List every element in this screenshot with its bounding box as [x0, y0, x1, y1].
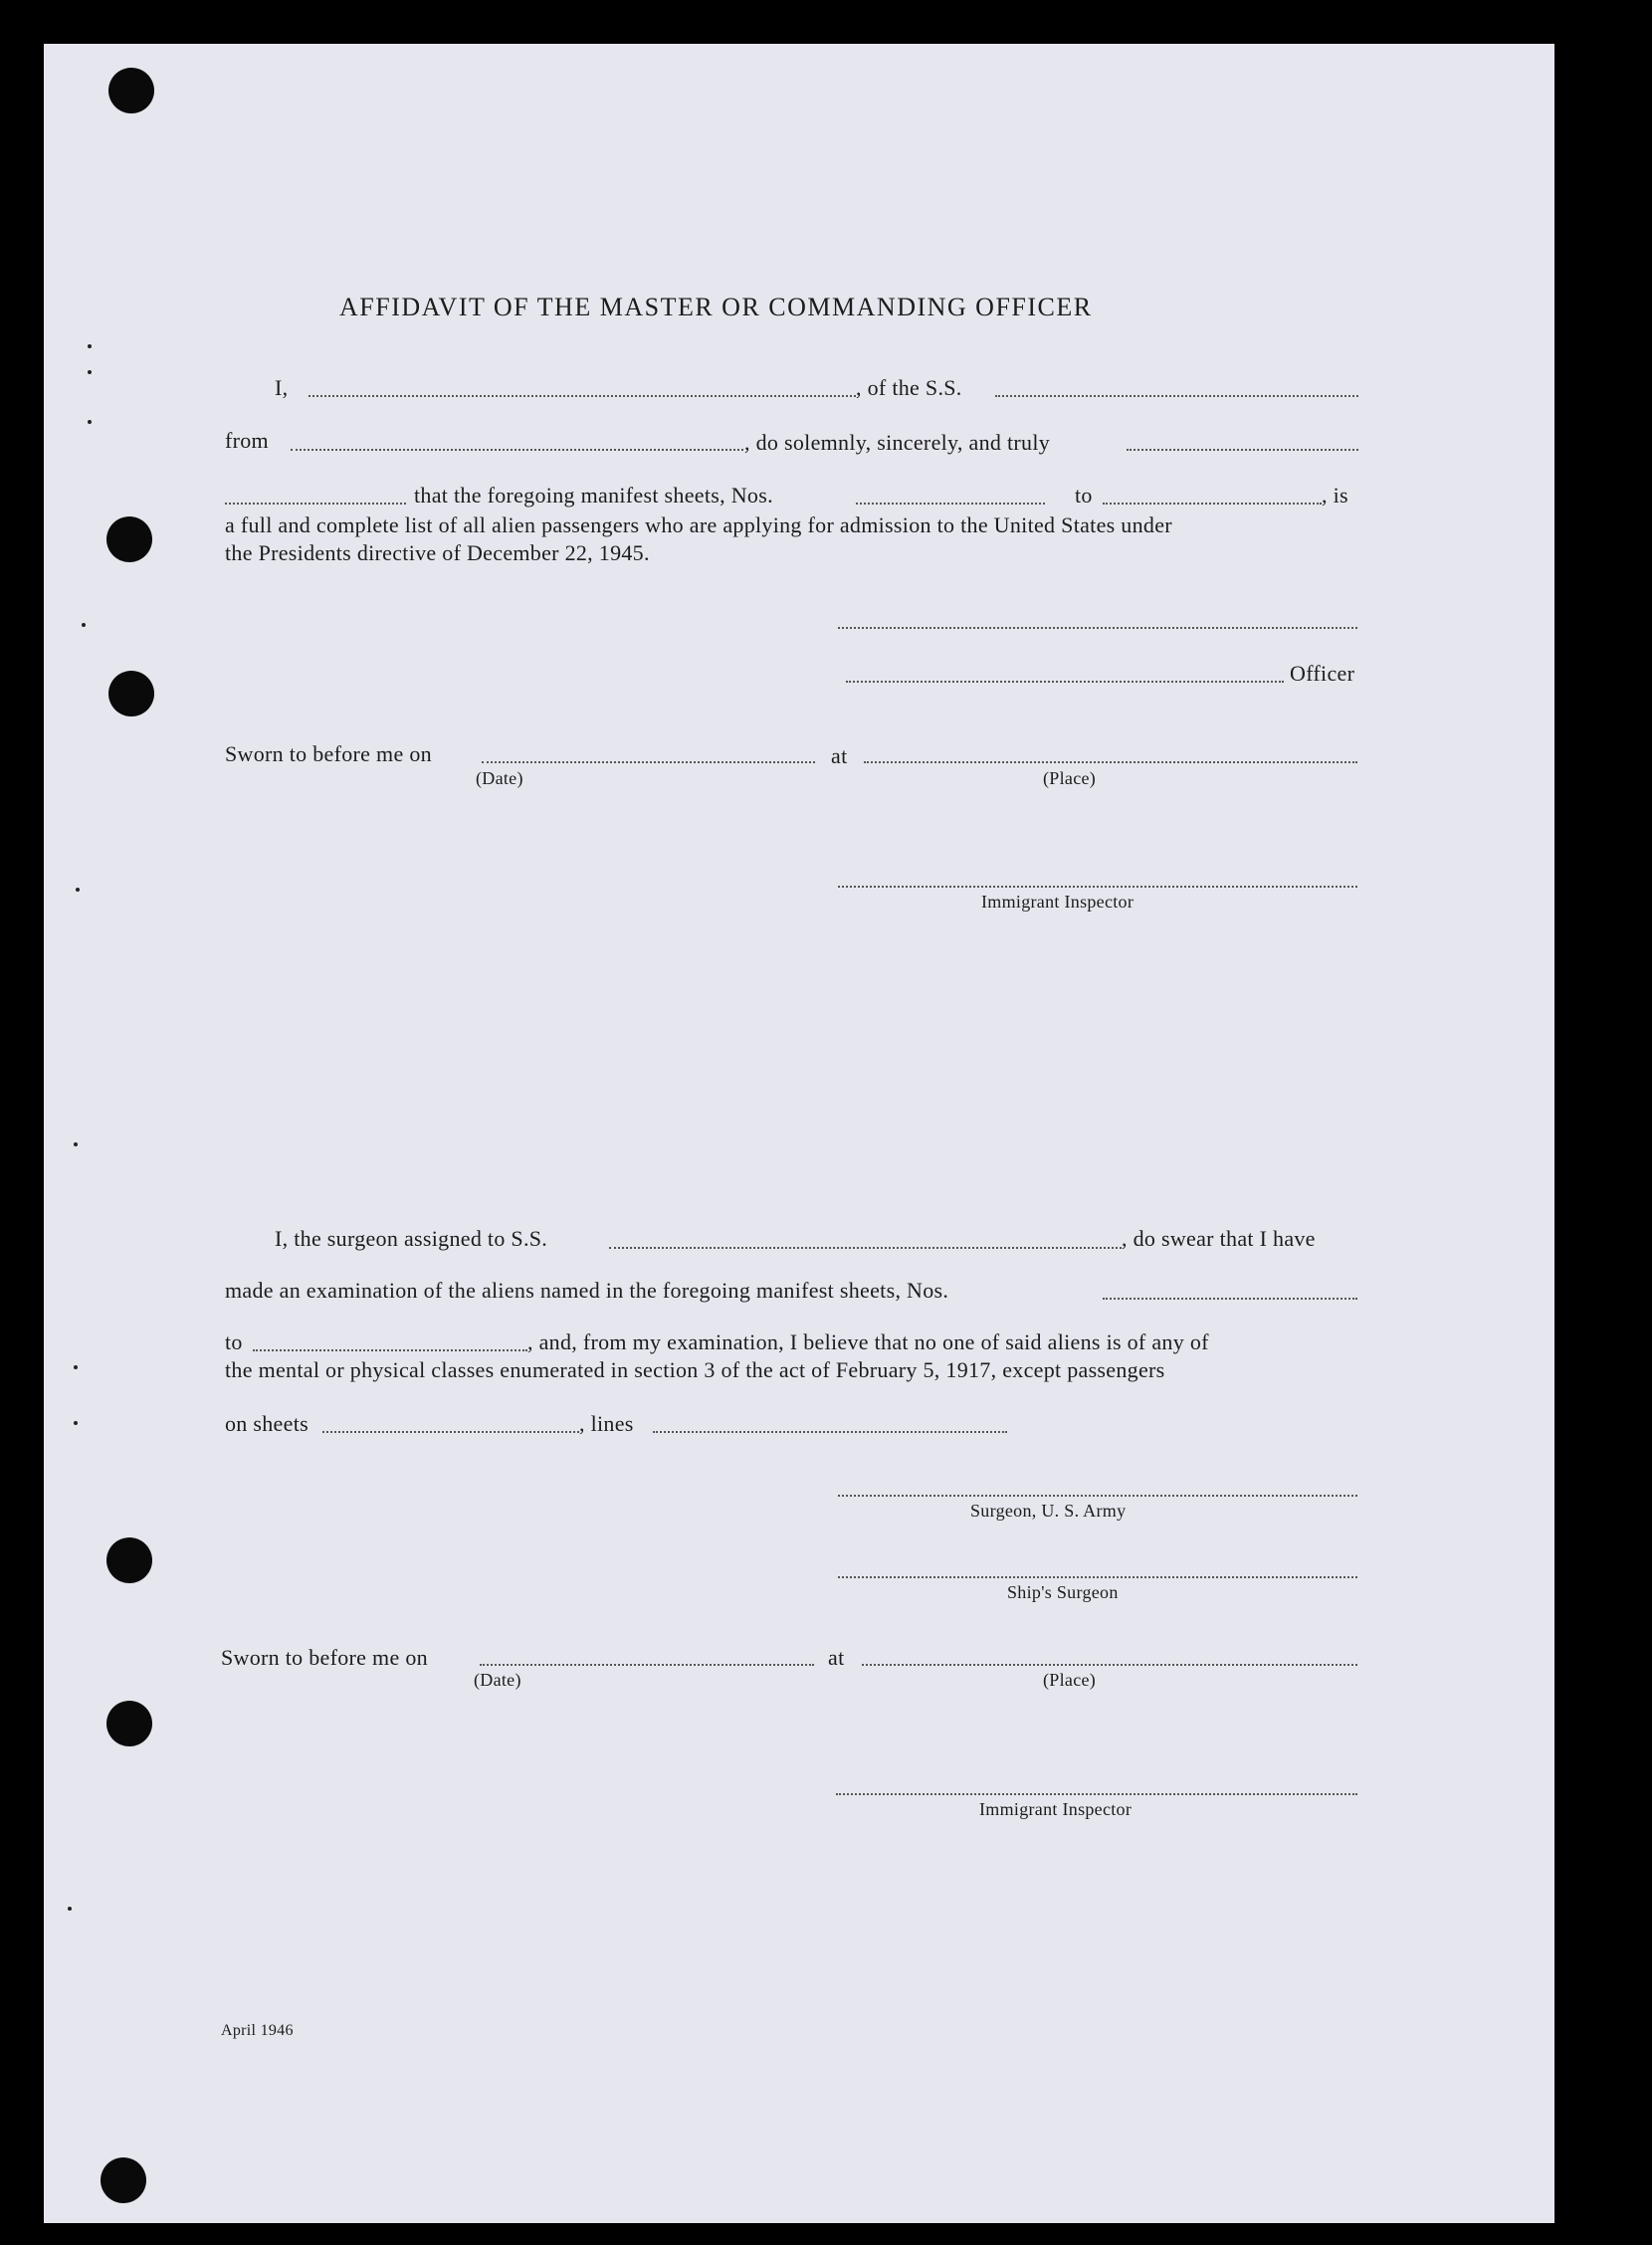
master-sworn-label: Sworn to before me on [225, 741, 432, 766]
master-i-label: I, [275, 375, 289, 400]
form-page [44, 44, 1554, 2223]
surgeon-sworn-place-field[interactable] [862, 1664, 1357, 1666]
master-oath-field[interactable] [1127, 449, 1358, 451]
army-surgeon-label: Surgeon, U. S. Army [970, 1501, 1127, 1521]
surgeon-on-sheets-label: on sheets [225, 1411, 309, 1436]
officer-label: Officer [1290, 661, 1355, 686]
master-inspector-label: Immigrant Inspector [981, 892, 1135, 912]
binder-hole [101, 2157, 146, 2203]
surgeon-examination-line: made an examination of the aliens named in the foregoing manifest sheets, Nos. [225, 1278, 949, 1303]
master-directive-line: the Presidents directive of December 22, 1945. [225, 540, 650, 565]
form-date: April 1946 [221, 2022, 294, 2039]
surgeon-ship-field[interactable] [609, 1247, 1122, 1249]
binder-hole [106, 1537, 152, 1583]
surgeon-sworn-label: Sworn to before me on [221, 1645, 428, 1670]
master-sheets-from-field[interactable] [856, 503, 1045, 505]
surgeon-exception-lines-field[interactable] [653, 1431, 1007, 1433]
form-title: AFFIDAVIT OF THE MASTER OR COMMANDING OFFICER [339, 293, 1093, 321]
surgeon-swear-label: , do swear that I have [1122, 1226, 1316, 1251]
surgeon-inspector-signature-field[interactable] [836, 1793, 1357, 1795]
surgeon-inspector-label: Immigrant Inspector [979, 1799, 1133, 1819]
paper-speck [88, 344, 92, 348]
paper-speck [74, 1142, 78, 1146]
paper-speck [68, 1907, 72, 1911]
master-foregoing-label: that the foregoing manifest sheets, Nos. [414, 483, 773, 508]
officer-signature-field[interactable] [846, 681, 1284, 683]
surgeon-i-label: I, the surgeon assigned to S.S. [275, 1226, 548, 1251]
army-surgeon-signature-field[interactable] [838, 1495, 1357, 1497]
paper-speck [74, 1365, 78, 1369]
surgeon-belief-line: , and, from my examination, I believe that no one of said aliens is of any of [527, 1329, 1209, 1354]
surgeon-sheets-from-field[interactable] [1103, 1298, 1357, 1300]
paper-speck [82, 623, 86, 627]
surgeon-place-caption: (Place) [1043, 1670, 1097, 1690]
master-sworn-place-field[interactable] [864, 761, 1357, 763]
master-sheets-to-field[interactable] [1103, 503, 1322, 505]
master-name-field[interactable] [309, 395, 856, 397]
binder-hole [106, 1701, 152, 1746]
binder-hole [108, 671, 154, 716]
master-place-caption: (Place) [1043, 768, 1097, 788]
binder-hole [106, 516, 152, 562]
master-date-caption: (Date) [476, 768, 523, 788]
paper-speck [88, 370, 92, 374]
master-signature-field[interactable] [838, 627, 1357, 629]
paper-speck [76, 888, 80, 892]
master-port-field[interactable] [291, 449, 743, 451]
master-statement-line: a full and complete list of all alien passengers who are applying for admission to the United States under [225, 512, 1172, 537]
master-ship-field[interactable] [995, 395, 1358, 397]
surgeon-at-label: at [828, 1645, 845, 1670]
surgeon-to-label: to [225, 1329, 243, 1354]
master-oath-continued-field[interactable] [225, 503, 406, 505]
paper-speck [74, 1421, 78, 1425]
master-at-label: at [831, 743, 848, 768]
binder-hole [108, 68, 154, 113]
surgeon-sworn-date-field[interactable] [480, 1664, 814, 1666]
surgeon-lines-label: , lines [579, 1411, 634, 1436]
master-inspector-signature-field[interactable] [838, 886, 1357, 888]
surgeon-classes-line: the mental or physical classes enumerated in section 3 of the act of February 5, 1917, except passengers [225, 1357, 1165, 1382]
surgeon-sheets-to-field[interactable] [253, 1349, 527, 1351]
ship-surgeon-label: Ship's Surgeon [1007, 1582, 1119, 1602]
master-to-label: to [1075, 483, 1093, 508]
master-is-label: , is [1322, 483, 1348, 508]
surgeon-exception-sheets-field[interactable] [322, 1431, 579, 1433]
master-sworn-date-field[interactable] [482, 761, 815, 763]
master-solemnly-label: , do solemnly, sincerely, and truly [744, 430, 1051, 455]
master-from-label: from [225, 428, 269, 453]
ship-surgeon-signature-field[interactable] [838, 1576, 1357, 1578]
master-of-ss-label: , of the S.S. [856, 375, 962, 400]
paper-speck [88, 420, 92, 424]
surgeon-date-caption: (Date) [474, 1670, 521, 1690]
